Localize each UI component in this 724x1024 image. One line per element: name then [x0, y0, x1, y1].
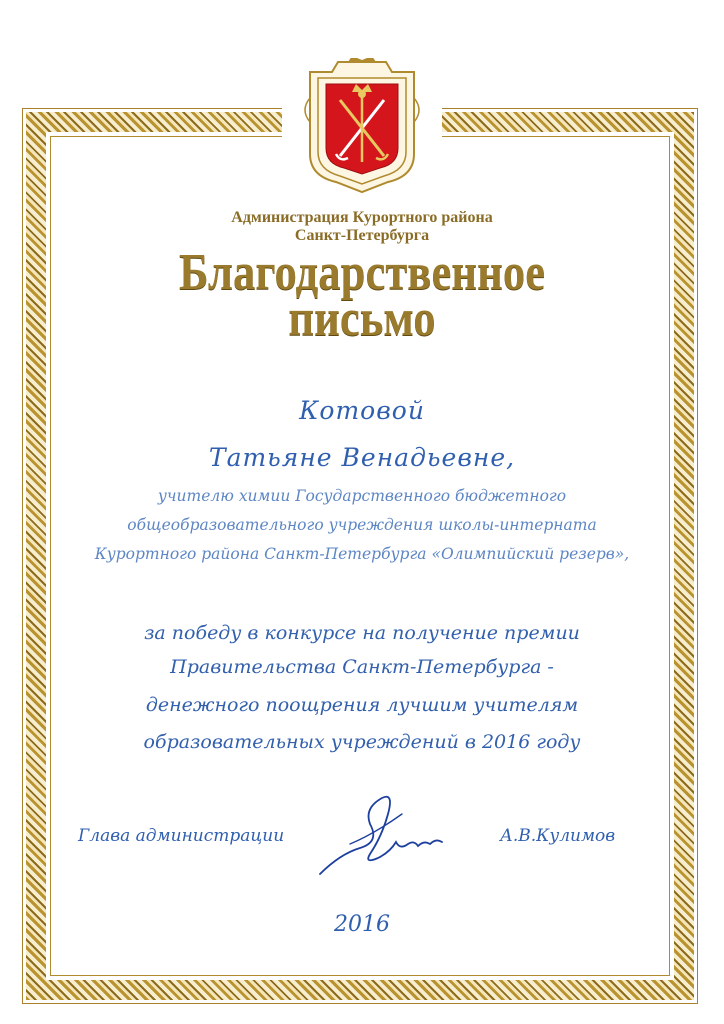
reason-line-3: денежного поощрения лучшим учителям: [145, 694, 579, 716]
recipient-name: Татьяне Венадьевне,: [208, 443, 516, 472]
organization-line-1: Администрация Курортного района: [231, 209, 493, 226]
signature-icon: [310, 784, 460, 884]
organization-line-2: Санкт-Петербурга: [294, 227, 430, 244]
reason-line-1: за победу в конкурсе на получение премии: [144, 622, 580, 644]
signatory-position: Глава администрации: [78, 826, 285, 846]
document-year: 2016: [334, 912, 390, 937]
description-line-2: общеобразовательного учреждения школы-интерната: [127, 516, 597, 534]
description-line-1: учителю химии Государственного бюджетного: [157, 487, 567, 505]
description-line-3: Курортного района Санкт-Петербурга «Олимпийский резерв»,: [94, 545, 630, 563]
document-title-line-2: письмо: [288, 290, 436, 347]
coat-of-arms-icon: [292, 58, 432, 194]
reason-line-4: образовательных учреждений в 2016 году: [143, 731, 581, 753]
recipient-surname: Котовой: [299, 396, 425, 425]
reason-line-2: Правительства Санкт-Петербурга -: [170, 656, 554, 678]
signatory-name: А.В.Кулимов: [500, 826, 616, 846]
document-title-line-1: Благодарственное: [178, 244, 546, 301]
